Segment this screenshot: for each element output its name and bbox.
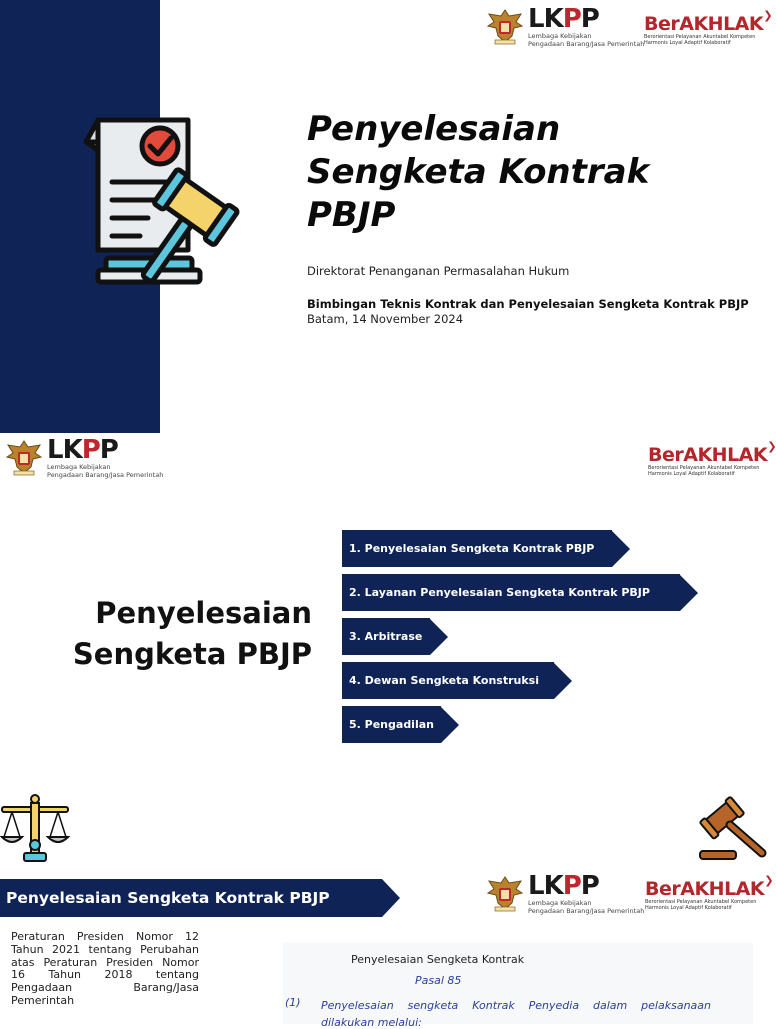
- slide-agenda: [0, 433, 776, 773]
- slide-content: [0, 773, 774, 1029]
- berakhlak-word: BerAKHLAK: [644, 13, 764, 35]
- chevron-right-icon: ❯: [763, 9, 773, 22]
- lkpp-word-p1: P: [562, 871, 581, 901]
- event-name: Bimbingan Teknis Kontrak dan Penyelesaian Sengketa Kontrak PBJP: [307, 297, 749, 311]
- agenda-item-4[interactable]: [342, 662, 572, 699]
- berakhlak-desc-1: Berorientasi Pelayanan Akuntabel Kompeten: [645, 899, 757, 905]
- excerpt-item-number: (1): [285, 996, 301, 1009]
- lkpp-word-p1: P: [81, 435, 100, 465]
- berakhlak-word: BerAKHLAK: [645, 878, 765, 900]
- lkpp-logo: [486, 873, 644, 915]
- lkpp-word-lk: LK: [528, 4, 563, 34]
- excerpt-item-text-continued: dilakukan melalui:: [321, 1016, 422, 1029]
- agenda-item-1[interactable]: [342, 530, 630, 567]
- excerpt-title: Penyelesaian Sengketa Kontrak: [351, 953, 525, 966]
- section-banner-label: Penyelesaian Sengketa Kontrak PBJP: [0, 879, 382, 917]
- cover-title-line-3: PBJP: [307, 195, 396, 235]
- agenda-title-line-2: Sengketa PBJP: [72, 637, 312, 671]
- contract-gavel-illustration: [78, 110, 263, 290]
- agenda-item-label: 2. Layanan Penyelesaian Sengketa Kontrak PBJP: [342, 574, 680, 611]
- cover-title-line-2: Sengketa Kontrak: [307, 152, 650, 192]
- agenda-item-label: 4. Dewan Sengketa Konstruksi: [342, 662, 554, 699]
- chevron-right-icon: ❯: [764, 874, 774, 887]
- lkpp-desc-2: Pengadaan Barang/Jasa Pemerintah: [528, 907, 645, 915]
- agenda-item-label: 1. Penyelesaian Sengketa Kontrak PBJP: [342, 530, 612, 567]
- arrow-right-icon: [430, 619, 448, 655]
- lkpp-desc-1: Lembaga Kebijakan: [528, 32, 592, 40]
- cover-title-line-1: Penyelesaian: [307, 109, 561, 149]
- arrow-right-icon: [680, 575, 698, 611]
- excerpt-item-text: Penyelesaian sengketa Kontrak Penyedia dalam pelaksanaan: [321, 999, 711, 1012]
- berakhlak-desc-2: Harmonis Loyal Adaptif Kolaboratif: [644, 40, 731, 46]
- lkpp-logo: [5, 437, 163, 479]
- berakhlak-desc-1: Berorientasi Pelayanan Akuntabel Kompeten: [644, 34, 756, 40]
- lkpp-word-p2: P: [580, 4, 599, 34]
- garuda-emblem-icon: [486, 873, 524, 913]
- excerpt-article: Pasal 85: [415, 974, 462, 987]
- garuda-emblem-icon: [5, 437, 43, 477]
- scale-of-justice-icon: [0, 793, 72, 865]
- lkpp-word-p2: P: [99, 435, 118, 465]
- lkpp-word-lk: LK: [528, 871, 563, 901]
- lkpp-logo: [486, 6, 644, 48]
- berakhlak-logo: [644, 9, 773, 46]
- berakhlak-logo: [648, 440, 776, 477]
- garuda-emblem-icon: [486, 6, 524, 46]
- agenda-title: [40, 593, 312, 675]
- arrow-right-icon: [554, 663, 572, 699]
- lkpp-word-p2: P: [580, 871, 599, 901]
- berakhlak-desc-2: Harmonis Loyal Adaptif Kolaboratif: [645, 905, 732, 911]
- berakhlak-word: BerAKHLAK: [648, 444, 768, 466]
- lkpp-word-lk: LK: [47, 435, 82, 465]
- lkpp-desc-1: Lembaga Kebijakan: [47, 463, 111, 471]
- gavel-icon: [696, 791, 768, 863]
- agenda-item-3[interactable]: [342, 618, 448, 655]
- lkpp-word-p1: P: [562, 4, 581, 34]
- agenda-item-5[interactable]: [342, 706, 459, 743]
- chevron-right-icon: ❯: [767, 440, 776, 453]
- berakhlak-desc-2: Harmonis Loyal Adaptif Kolaboratif: [648, 471, 735, 477]
- lkpp-desc-2: Pengadaan Barang/Jasa Pemerintah: [47, 471, 164, 479]
- regulation-excerpt: [283, 943, 753, 1029]
- agenda-item-2[interactable]: [342, 574, 698, 611]
- berakhlak-desc-1: Berorientasi Pelayanan Akuntabel Kompeten: [648, 465, 760, 471]
- lkpp-desc-1: Lembaga Kebijakan: [528, 899, 592, 907]
- lkpp-desc-2: Pengadaan Barang/Jasa Pemerintah: [528, 40, 645, 48]
- directorate-name: Direktorat Penanganan Permasalahan Hukum: [307, 264, 570, 278]
- event-date: Batam, 14 November 2024: [307, 312, 464, 326]
- arrow-right-icon: [441, 707, 459, 743]
- agenda-item-label: 3. Arbitrase: [342, 618, 430, 655]
- berakhlak-logo: [645, 874, 774, 911]
- regulation-reference: Peraturan Presiden Nomor 12 Tahun 2021 tentang Perubahan atas Peraturan Presiden Nomor 16 Tahun 2018 tentang Pengadaan Barang/Jasa Pemerintah: [11, 930, 199, 1007]
- agenda-title-line-1: Penyelesaian: [95, 596, 312, 630]
- slide-cover: [0, 0, 773, 433]
- cover-title: [307, 108, 727, 237]
- arrow-right-icon: [382, 879, 400, 917]
- arrow-right-icon: [612, 531, 630, 567]
- section-banner: [0, 879, 400, 917]
- agenda-item-label: 5. Pengadilan: [342, 706, 441, 743]
